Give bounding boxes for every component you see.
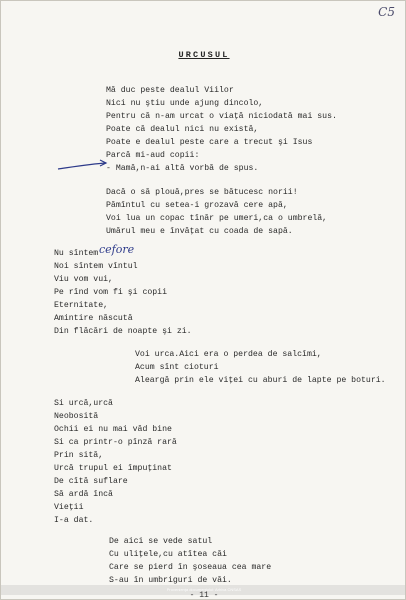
poem-line: Neobosită [54, 412, 99, 421]
poem-line: I-a dat. [54, 516, 94, 525]
poem-line: Din flăcări de noapte şi zi. [54, 327, 192, 336]
poem-line: Cu uliţele,cu atîtea căi [109, 550, 227, 559]
poem-line: De aici se vede satul [109, 537, 213, 546]
poem-line: S-au în umbriguri de văi. [109, 576, 232, 585]
poem-line: Poate e dealul peste care a trecut şi Isus [106, 138, 313, 147]
poem-line: Ochii ei nu mai văd bine [54, 425, 172, 434]
poem-line: Nici nu ştiu unde ajung dincolo, [106, 99, 264, 108]
poem-line: Să ardă încă [54, 490, 113, 499]
poem-line: Dacă o să plouă,pres se bătucesc norii! [106, 188, 298, 197]
poem-line: De cîtă suflare [54, 477, 128, 486]
corner-mark: C5 [378, 5, 395, 19]
poem-line: Care se pierd în şoseaua cea mare [109, 563, 272, 572]
poem-line: Aleargă prin ele viţei cu aburi de lapte pe boturi. [135, 376, 386, 385]
poem-line: Umărul meu e învăţat cu coada de sapă. [106, 227, 293, 236]
poem-line: Noi sîntem vîntul [54, 262, 138, 271]
handwritten-arrow-icon [56, 158, 108, 172]
poem-line: Vieţii [54, 503, 84, 512]
poem-line: Eternitate, [54, 301, 109, 310]
poem-line: Prin sită, [54, 451, 104, 460]
poem-line: Parcă mi-aud copii: [106, 151, 200, 160]
poem-line: Mă duc peste dealul Viilor [106, 86, 234, 95]
poem-title: URCUSUL [178, 50, 230, 60]
poem-line: Voi lua un copac tînăr pe umeri,ca o umbrelă, [106, 214, 328, 223]
poem-line: Poate că dealul nici nu există, [106, 125, 259, 134]
poem-line: Pe rînd vom fi şi copii [54, 288, 168, 297]
poem-line: Viu vom vui, [54, 275, 113, 284]
poem-line: Si ca printr-o pînză rară [54, 438, 177, 447]
poem-line: - Mamă,n-ai altă vorbă de spus. [106, 164, 259, 173]
poem-line: Amintire născută [54, 314, 133, 323]
archive-footer: Provenienţa documentului: Arhiva CNSAS [1, 585, 406, 595]
page-number: - 11 - [189, 591, 219, 600]
handwritten-note: cefore [99, 243, 135, 256]
poem-line: Voi urca.Aici era o perdea de salcîmi, [135, 350, 322, 359]
poem-line: Nu sîntem [54, 249, 99, 258]
poem-line: Acum sînt cioturi [135, 363, 219, 372]
poem-line: Si urcă,urcă [54, 399, 113, 408]
poem-line: Urcă trupul ei împuţinat [54, 464, 172, 473]
poem-line: Pentru că n-am urcat o viaţă niciodată mai sus. [106, 112, 337, 121]
poem-line: Pămîntul cu setea-i grozavă cere apă, [106, 201, 288, 210]
